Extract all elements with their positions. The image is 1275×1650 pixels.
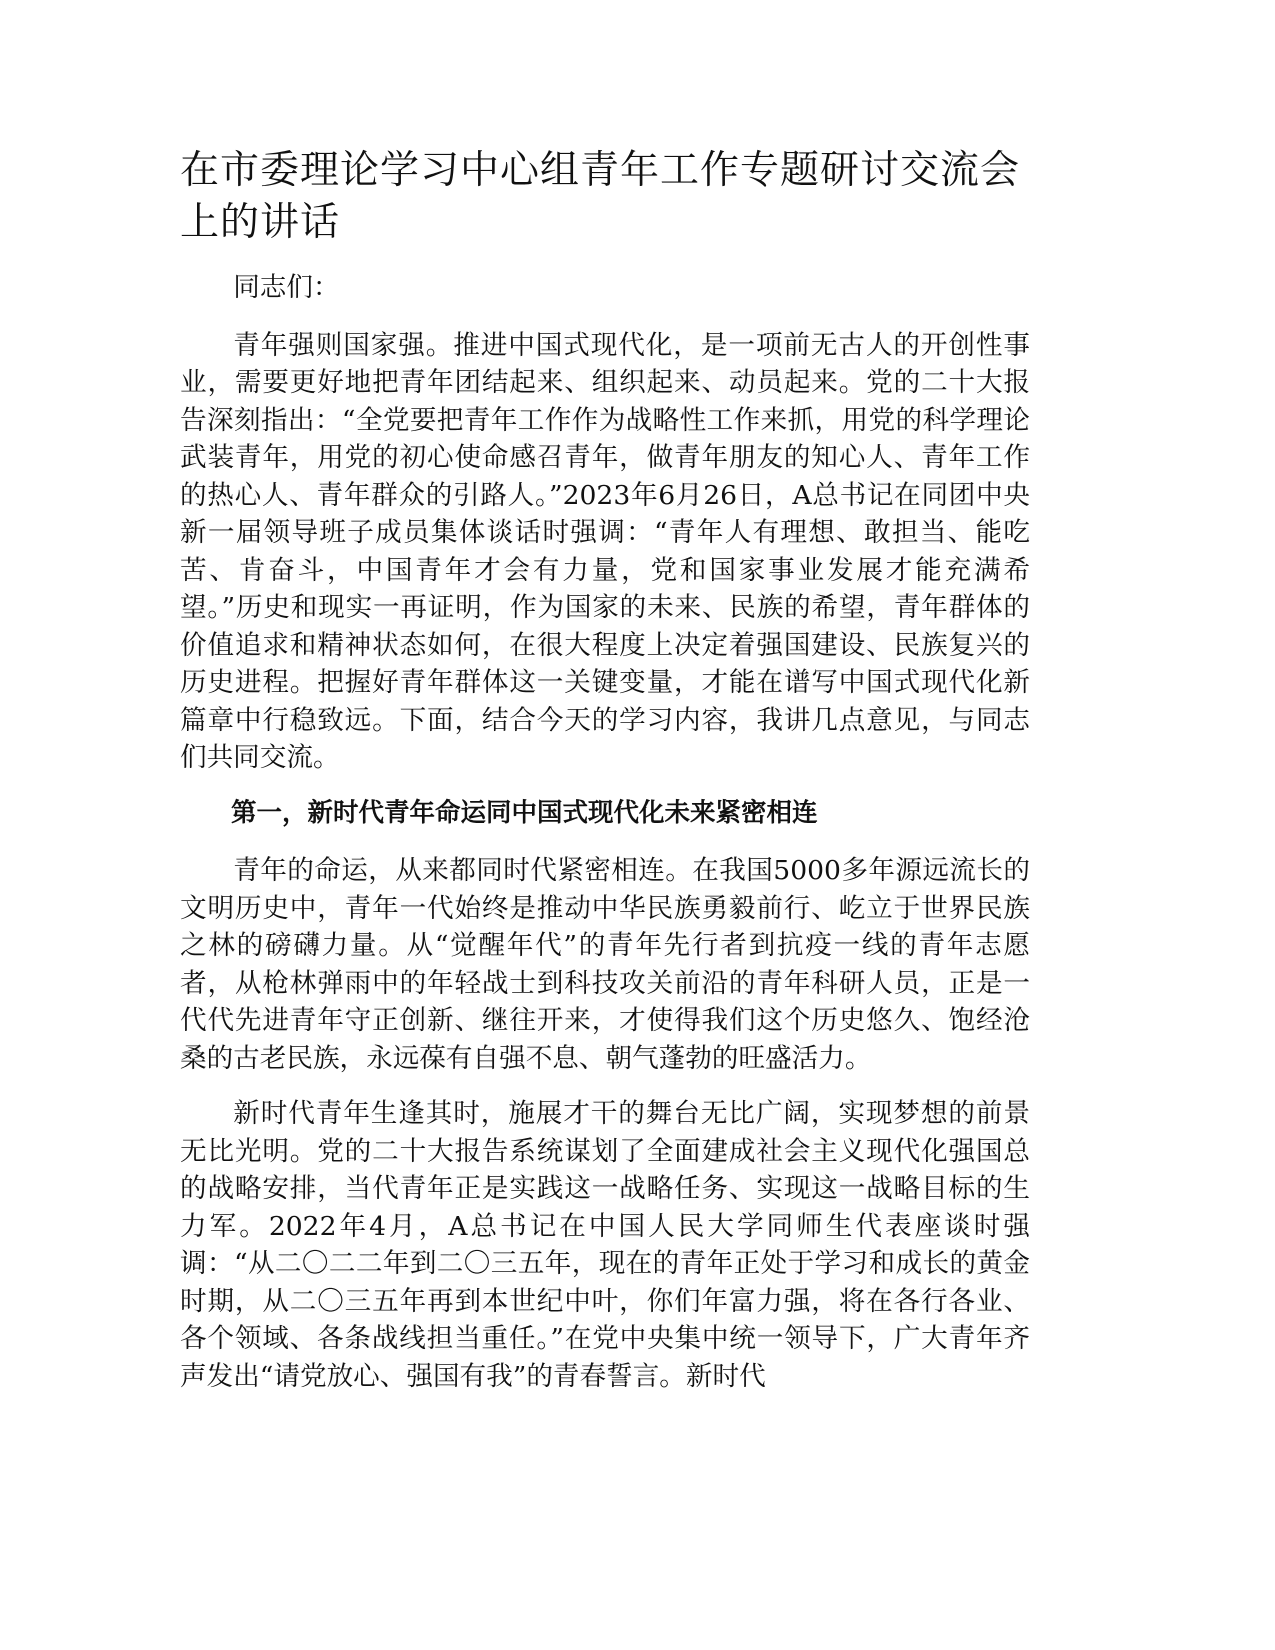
section-paragraph: 青年的命运，从来都同时代紧密相连。在我国5000多年源远流长的文明历史中，青年一代始终是推动中华民族勇毅前行、屹立于世界民族之林的磅礴力量。从“觉醒年代”的青年先行者到抗疫一线的青年志愿者，从枪林弹雨中的年轻战士到科技攻关前沿的青年科研人员，正是一代代先进青年守正创新、继往开来，才使得我们这个历史悠久、饱经沧桑的古老民族，永远葆有自强不息、朝气蓬勃的旺盛活力。 (180, 855, 1030, 1074)
document-title: 在市委理论学习中心组青年工作专题研讨交流会上的讲话 (180, 148, 1021, 245)
section-paragraph: 新时代青年生逢其时，施展才干的舞台无比广阔，实现梦想的前景无比光明。党的二十大报告系统谋划了全面建成社会主义现代化强国总的战略安排，当代青年正是实践这一战略任务、实现这一战略目标的生力军。2022年4月，A总书记在中国人民大学同师生代表座谈时强调：“从二〇二二年到二〇三五年，现在的青年正处于学习和成长的黄金时期，从二〇三五年再到本世纪中叶，你们年富力强，将在各行各业、各个领域、各条战线担当重任。”在党中央集中统一领导下，广大青年齐声发出“请党放心、强国有我”的青春誓言。新时代 (180, 1098, 1030, 1392)
salutation: 同志们： (233, 272, 340, 303)
intro-paragraph: 青年强则国家强。推进中国式现代化，是一项前无古人的开创性事业，需要更好地把青年团结起来、组织起来、动员起来。党的二十大报告深刻指出：“全党要把青年工作作为战略性工作来抓，用党的科学理论武装青年，用党的初心使命感召青年，做青年朋友的知心人、青年工作的热心人、青年群众的引路人。”2023年6月26日，A总书记在同团中央新一届领导班子成员集体谈话时强调：“青年人有理想、敢担当、能吃苦、肯奋斗，中国青年才会有力量，党和国家事业发展才能充满希望。”历史和现实一再证明，作为国家的未来、民族的希望，青年群体的价值追求和精神状态如何，在很大程度上决定着强国建设、民族复兴的历史进程。把握好青年群体这一关键变量，才能在谱写中国式现代化新篇章中行稳致远。下面，结合今天的学习内容，我讲几点意见，与同志们共同交流。 (180, 329, 1030, 773)
document-body (180, 145, 1030, 1413)
section-heading: 第一，新时代青年命运同中国式现代化未来紧密相连 (231, 797, 818, 828)
